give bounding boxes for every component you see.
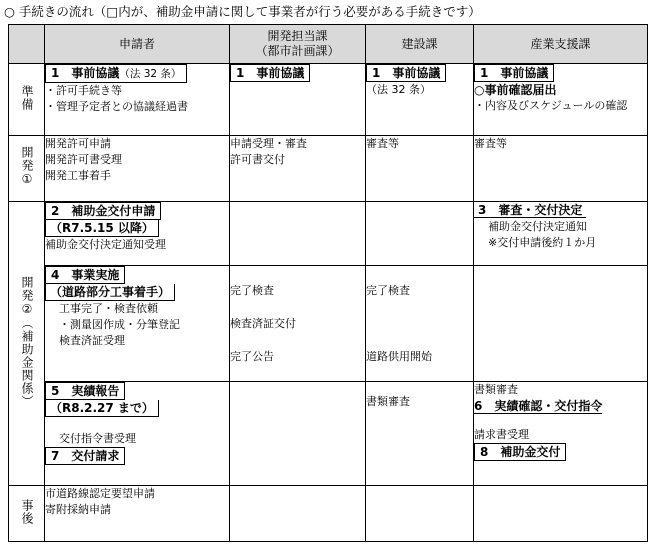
post-applicant-line-2: 寄附採納申請	[45, 503, 111, 516]
row-label-development-2	[9, 202, 45, 486]
step-2-title: 2 補助金交付申請	[45, 202, 161, 220]
row-label-post	[9, 486, 45, 542]
step-4-subtitle: （道路部分工事着手）	[45, 284, 175, 301]
post-applicant-line-1: 市道路線認定要望申請	[45, 487, 155, 500]
step-8-title: 8 補助金交付	[474, 443, 566, 461]
prep-industry-cell	[474, 64, 648, 136]
dev1-applicant-line-3: 開発工事着手	[45, 169, 111, 182]
dev1-development-line-2: 許可書交付	[230, 153, 285, 166]
dev1-development-cell	[230, 136, 366, 202]
prep-construction-step: 1 事前協議	[366, 64, 446, 82]
header-row	[9, 25, 648, 64]
step-3-title: 3 審査・交付決定	[474, 203, 586, 218]
step-3-note: ※交付申請後約１か月	[488, 236, 597, 249]
dev2-construction-report-cell	[366, 382, 474, 486]
prep-applicant-item-1: ・許可手続き等	[45, 84, 122, 97]
row-label-development-2-text: 開発②（補助金関係）	[20, 275, 34, 408]
dev1-applicant-cell	[45, 136, 230, 202]
prep-development-step: 1 事前協議	[230, 64, 310, 82]
page-heading: ○ 手続きの流れ（□内が、補助金申請に関して事業者が行う必要がある手続きです）	[4, 4, 481, 19]
post-construction-cell	[366, 486, 474, 542]
prep-development-cell	[230, 64, 366, 136]
row-label-development-1-text: 開発①	[20, 146, 34, 187]
dev1-construction-text: 審査等	[366, 137, 399, 150]
prep-applicant-cell	[45, 64, 230, 136]
row-label-preparation-text: 準備	[20, 84, 34, 111]
prep-applicant-step-box	[45, 64, 187, 83]
dev1-applicant-line-1: 開発許可申請	[45, 137, 111, 150]
column-header-industry: 産業支援課	[474, 25, 648, 64]
dev2-applicant-report-cell	[45, 382, 230, 486]
step-5-title: 5 実績報告	[45, 382, 125, 400]
dev2-construction-item-1: 完了検査	[366, 283, 410, 297]
dev2-industry-application-cell	[474, 202, 648, 266]
prep-applicant-step-note: （法 32 条）	[119, 68, 182, 80]
dev2-development-item-2: 検査済証交付	[230, 316, 296, 330]
dev2-applicant-implementation-cell	[45, 266, 230, 382]
step-5-receipt: 交付指令書受理	[59, 432, 136, 445]
dev2-construction-application-cell	[366, 202, 474, 266]
dev2-development-item-1: 完了検査	[230, 283, 274, 297]
corner-cell	[9, 25, 45, 64]
column-header-applicant: 申請者	[45, 25, 230, 64]
post-industry-cell	[474, 486, 648, 542]
prep-industry-step: 1 事前協議	[474, 64, 554, 82]
post-applicant-cell	[45, 486, 230, 542]
column-header-development-line1: 開発担当課	[267, 29, 328, 43]
prep-applicant-item-2: ・管理予定者との協議経過書	[45, 100, 188, 113]
step-4-title: 4 事業実施	[45, 266, 125, 284]
dev2-development-item-3: 完了公告	[230, 349, 274, 363]
dev2-industry-implementation-cell	[474, 266, 648, 382]
column-header-construction: 建設課	[366, 25, 474, 64]
procedure-flow-table	[8, 24, 648, 542]
prep-construction-note: （法 32 条）	[366, 83, 431, 96]
prep-construction-cell	[366, 64, 474, 136]
dev1-industry-text: 審査等	[474, 137, 507, 150]
dev2-applicant-application-cell	[45, 202, 230, 266]
dev1-industry-cell	[474, 136, 648, 202]
dev2-construction-review: 書類審査	[366, 395, 410, 408]
post-development-cell	[230, 486, 366, 542]
step-2-receipt: 補助金交付決定通知受理	[45, 238, 166, 251]
step-4-item-3: 検査済証受理	[59, 334, 125, 347]
row-label-preparation	[9, 64, 45, 136]
dev1-construction-cell	[366, 136, 474, 202]
dev2-development-implementation-cell	[230, 266, 366, 382]
row-development-2-implementation	[9, 266, 648, 382]
dev2-industry-review: 書類審査	[474, 383, 518, 396]
dev1-development-line-1: 申請受理・審査	[230, 137, 307, 150]
step-4-item-2: ・測量図作成・分筆登記	[59, 318, 180, 331]
prep-industry-subheading: ○事前確認届出	[474, 83, 557, 97]
dev2-industry-claim: 請求書受理	[474, 428, 529, 441]
dev1-applicant-line-2: 開発許可書受理	[45, 153, 122, 166]
dev2-development-application-cell	[230, 202, 366, 266]
row-development-1	[9, 136, 648, 202]
dev2-construction-implementation-cell	[366, 266, 474, 382]
step-2-date: （R7.5.15 以降）	[45, 220, 159, 237]
row-preparation	[9, 64, 648, 136]
step-3-notice: 補助金交付決定通知	[488, 220, 587, 233]
column-header-development	[230, 25, 366, 64]
step-5-date: （R8.2.27 まで）	[45, 400, 159, 417]
step-6-title: 6 実績確認・交付指令	[474, 399, 603, 413]
step-7-title: 7 交付請求	[45, 447, 125, 465]
row-label-post-text: 事後	[20, 498, 34, 525]
step-4-item-1: 工事完了・検査依頼	[59, 302, 158, 315]
prep-applicant-step-title: 1 事前協議	[51, 66, 120, 80]
row-post	[9, 486, 648, 542]
dev2-construction-item-2: 道路供用開始	[366, 349, 432, 363]
column-header-development-line2: （都市計画課）	[255, 44, 340, 58]
row-development-2-report	[9, 382, 648, 486]
dev2-industry-report-cell	[474, 382, 648, 486]
dev2-development-report-cell	[230, 382, 366, 486]
row-label-development-1	[9, 136, 45, 202]
row-development-2-application	[9, 202, 648, 266]
prep-industry-item: ・内容及びスケジュールの確認	[474, 99, 628, 112]
